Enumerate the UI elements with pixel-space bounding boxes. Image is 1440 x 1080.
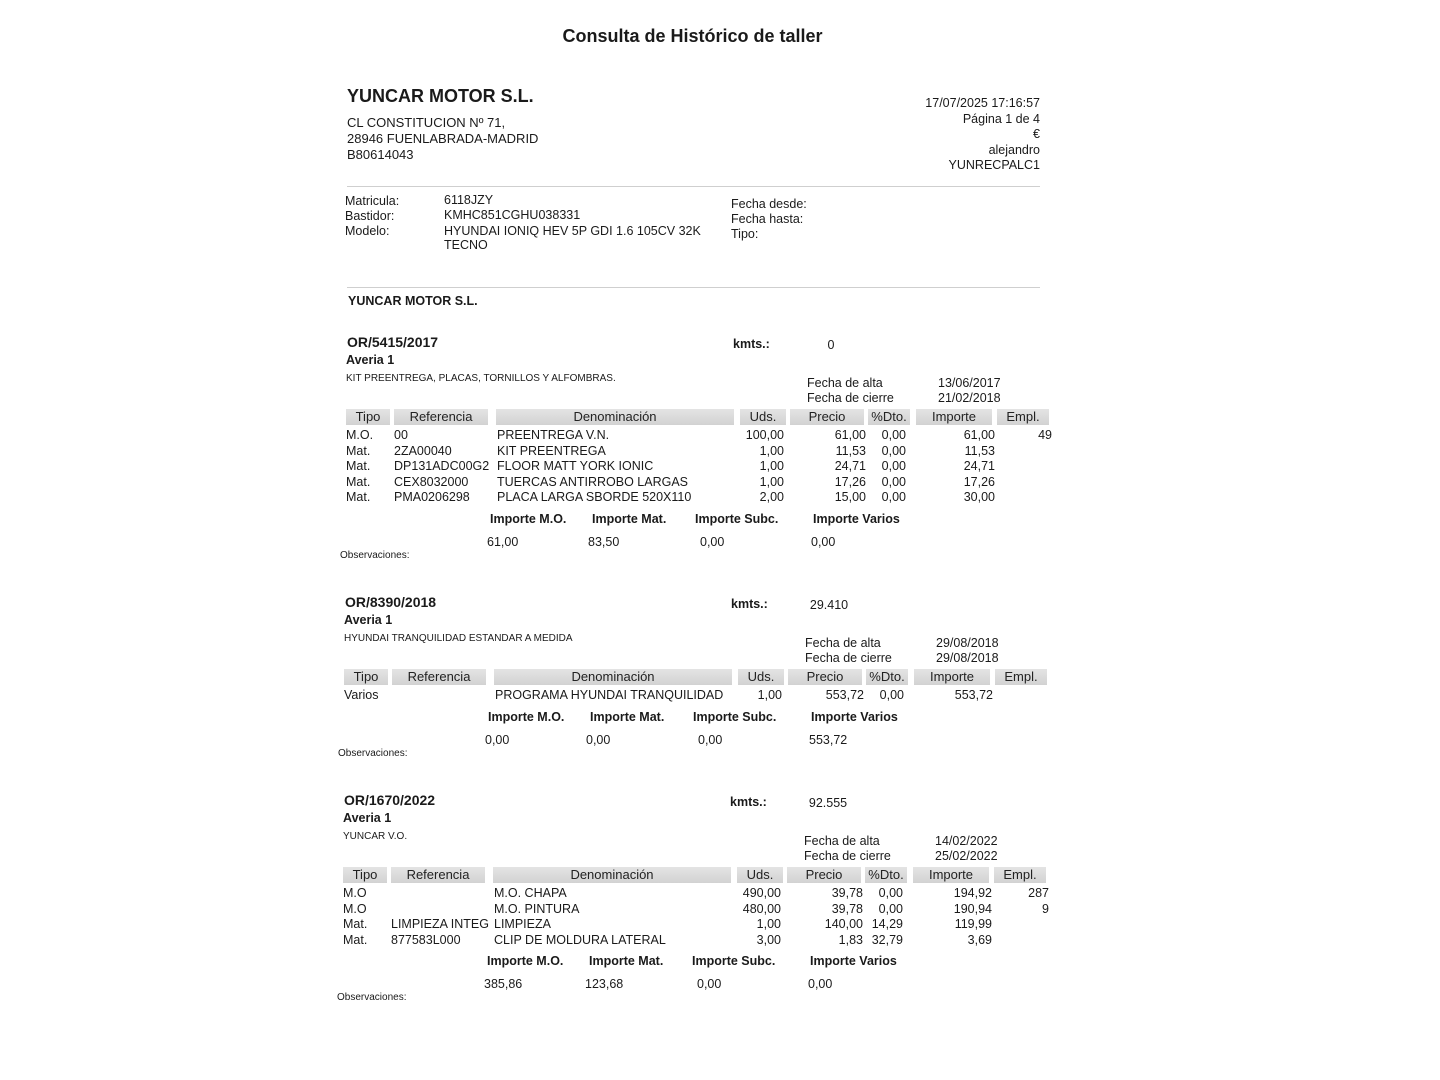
kmts-value: 0 [827,338,835,352]
table-row [346,475,1046,490]
cell-importe: 190,94 [953,901,992,916]
user-name: alejandro [988,143,1040,157]
fecha-cierre-value: 29/08/2018 [936,651,999,665]
header-importe: Importe [916,409,992,425]
cell-importe: 24,71 [963,459,995,473]
header-uds: Uds. [740,409,786,425]
total-mat-label: Importe Mat. [590,709,665,724]
header-dto: %Dto. [868,409,910,425]
kmts-value: 29.410 [809,598,849,612]
fecha-cierre-value: 21/02/2018 [938,391,1001,405]
cell-uds: 1,00 [759,459,784,473]
cell-precio: 15,00 [834,490,866,504]
header-tipo: Tipo [344,669,388,685]
total-mo-label: Importe M.O. [488,709,565,724]
cell-denominacion: LIMPIEZA [494,917,551,931]
cell-empl: 287 [1028,886,1049,900]
cell-precio: 61,00 [834,428,866,442]
total-varios-label: Importe Varios [811,709,898,724]
kmts-label: kmts.: [733,337,770,351]
total-mo-value: 0,00 [485,732,510,747]
cell-denominacion: PROGRAMA HYUNDAI TRANQUILIDAD [495,688,724,702]
cell-precio: 39,78 [831,901,863,916]
cell-denominacion: KIT PREENTREGA [497,443,606,458]
cell-referencia: 2ZA00040 [394,443,452,458]
total-mat-value: 123,68 [585,977,624,991]
total-subc-value: 0,00 [698,732,723,747]
cell-importe: 11,53 [964,443,995,458]
total-mo-label: Importe M.O. [487,954,564,968]
cell-referencia: DP131ADC00G2 [394,459,490,473]
header-precio: Precio [787,867,861,883]
modelo-label: Modelo: [345,224,390,238]
report-code: YUNRECPALC1 [948,158,1040,172]
section-company-name: YUNCAR MOTOR S.L. [348,294,478,308]
cell-dto: 32,79 [871,932,903,947]
matricula-label: Matricula: [345,194,400,208]
header-divider [347,186,1040,187]
cell-referencia: PMA0206298 [394,490,470,504]
order-id: OR/8390/2018 [345,594,437,610]
fecha-cierre-label: Fecha de cierre [805,651,892,665]
total-subc-label: Importe Subc. [695,511,779,526]
header-denominacion: Denominación [494,669,732,685]
header-empl: Empl. [995,669,1047,685]
company-cif: B80614043 [347,147,414,162]
cell-referencia: LIMPIEZA INTEG [391,917,489,931]
header-precio: Precio [788,669,862,685]
total-varios-value: 553,72 [809,732,848,747]
cell-empl: 49 [1038,428,1052,442]
report-datetime: 17/07/2025 17:16:57 [925,96,1040,110]
cell-tipo: Mat. [346,490,371,504]
cell-precio: 140,00 [824,917,863,931]
header-importe: Importe [914,669,990,685]
cell-referencia: CEX8032000 [394,474,469,489]
header-denominacion: Denominación [493,867,731,883]
fecha-alta-label: Fecha de alta [807,376,883,390]
cell-importe: 61,00 [963,428,995,442]
averia-label: Averia 1 [346,353,395,367]
total-mat-label: Importe Mat. [589,954,664,968]
header-denominacion: Denominación [496,409,734,425]
cell-uds: 1,00 [756,917,781,931]
total-mo-value: 385,86 [484,977,523,991]
total-mat-value: 0,00 [586,732,611,747]
company-address-line1: CL CONSTITUCION Nº 71, [347,115,506,130]
header-precio: Precio [790,409,864,425]
order-description: HYUNDAI TRANQUILIDAD ESTANDAR A MEDIDA [344,633,573,644]
vehicle-divider [347,287,1040,288]
cell-precio: 24,71 [834,459,866,473]
order-id: OR/1670/2022 [344,792,436,808]
company-name: YUNCAR MOTOR S.L. [347,86,534,106]
cell-importe: 3,69 [967,932,992,947]
cell-referencia: 00 [394,428,408,442]
table-row [346,428,1052,443]
cell-uds: 2,00 [759,490,784,504]
page-title: Consulta de Histórico de taller [562,26,823,46]
averia-label: Averia 1 [344,613,393,627]
header-referencia: Referencia [392,669,486,685]
page-number: Página 1 de 4 [962,112,1040,126]
fecha-cierre-label: Fecha de cierre [807,391,894,405]
cell-uds: 3,00 [756,932,781,947]
header-dto: %Dto. [866,669,908,685]
cell-empl: 9 [1042,901,1049,916]
fecha-alta-label: Fecha de alta [804,834,880,848]
order-description: KIT PREENTREGA, PLACAS, TORNILLOS Y ALFOMBRAS. [346,373,616,384]
cell-importe: 194,92 [953,886,992,900]
cell-uds: 100,00 [745,428,784,442]
cell-tipo: Mat. [346,474,371,489]
cell-tipo: M.O. [346,428,374,442]
modelo-value: HYUNDAI IONIQ HEV 5P GDI 1.6 105CV 32K [444,224,701,238]
currency: € [1033,127,1040,141]
tipo-label: Tipo: [731,227,759,241]
cell-importe: 30,00 [963,490,995,504]
total-subc-value: 0,00 [700,534,725,549]
cell-denominacion: PREENTREGA V.N. [497,428,610,442]
kmts-label: kmts.: [730,795,767,809]
header-uds: Uds. [737,867,783,883]
table-row [346,444,1046,459]
cell-uds: 1,00 [757,688,782,702]
table-row [343,901,1049,917]
cell-dto: 14,29 [871,917,903,931]
cell-importe: 553,72 [954,688,993,702]
total-varios-value: 0,00 [808,977,833,991]
cell-dto: 0,00 [881,459,906,473]
cell-precio: 39,78 [831,886,863,900]
cell-dto: 0,00 [881,474,906,489]
cell-tipo: Varios [344,688,379,702]
cell-denominacion: M.O. PINTURA [494,901,580,916]
cell-denominacion: TUERCAS ANTIRROBO LARGAS [497,474,689,489]
cell-uds: 480,00 [742,901,781,916]
header-tipo: Tipo [346,409,390,425]
total-mo-label: Importe M.O. [490,511,567,526]
cell-precio: 553,72 [825,688,864,702]
total-mat-value: 83,50 [588,534,620,549]
kmts-label: kmts.: [731,597,768,611]
total-mat-label: Importe Mat. [592,511,667,526]
header-dto: %Dto. [865,867,907,883]
cell-denominacion: M.O. CHAPA [494,886,567,900]
cell-uds: 490,00 [742,886,781,900]
header-empl: Empl. [997,409,1049,425]
cell-dto: 0,00 [881,428,906,442]
cell-referencia: 877583L000 [391,932,461,947]
table-row [343,933,1043,948]
modelo-value-line2: TECNO [444,238,488,252]
bastidor-label: Bastidor: [345,209,395,223]
bastidor-value: KMHC851CGHU038331 [444,208,581,222]
cell-dto: 0,00 [878,901,903,916]
header-tipo: Tipo [343,867,387,883]
header-referencia: Referencia [394,409,488,425]
cell-dto: 0,00 [879,688,904,702]
cell-tipo: Mat. [343,917,368,931]
header-referencia: Referencia [391,867,485,883]
fecha-cierre-label: Fecha de cierre [804,849,891,863]
fecha-alta-value: 13/06/2017 [938,376,1001,390]
cell-precio: 17,26 [834,474,866,489]
averia-label: Averia 1 [343,811,392,825]
header-importe: Importe [913,867,989,883]
header-empl: Empl. [994,867,1046,883]
observaciones-label: Observaciones: [340,549,410,561]
header-uds: Uds. [738,669,784,685]
observaciones-label: Observaciones: [338,747,408,759]
total-varios-label: Importe Varios [810,954,897,968]
table-row [343,917,1043,932]
cell-uds: 1,00 [759,443,784,458]
fecha-desde-label: Fecha desde: [731,197,807,211]
cell-importe: 119,99 [954,917,992,931]
order-id: OR/5415/2017 [347,334,439,350]
fecha-alta-label: Fecha de alta [805,636,881,650]
fecha-alta-value: 29/08/2018 [936,636,999,650]
fecha-hasta-label: Fecha hasta: [731,212,804,226]
cell-dto: 0,00 [878,886,903,900]
cell-denominacion: CLIP DE MOLDURA LATERAL [494,932,666,947]
cell-uds: 1,00 [759,474,784,489]
cell-tipo: Mat. [346,443,371,458]
total-subc-label: Importe Subc. [693,709,777,724]
observaciones-label: Observaciones: [337,992,407,1003]
cell-tipo: Mat. [343,932,368,947]
total-varios-value: 0,00 [811,534,836,549]
matricula-value: 6118JZY [444,193,494,207]
cell-precio: 11,53 [835,443,866,458]
table-row [346,490,1046,505]
cell-tipo: M.O [343,901,367,916]
company-address-line2: 28946 FUENLABRADA-MADRID [347,131,539,146]
cell-tipo: M.O [343,886,367,900]
kmts-value: 92.555 [808,796,848,810]
cell-dto: 0,00 [881,443,906,458]
cell-precio: 1,83 [838,932,863,947]
cell-tipo: Mat. [346,459,371,473]
total-subc-label: Importe Subc. [692,954,776,968]
table-row [344,688,1044,703]
cell-importe: 17,26 [963,474,995,489]
cell-denominacion: FLOOR MATT YORK IONIC [497,459,654,473]
table-row [343,886,1049,901]
fecha-cierre-value: 25/02/2022 [935,849,998,863]
cell-dto: 0,00 [881,490,906,504]
total-mo-value: 61,00 [487,534,519,549]
table-row [346,459,1046,474]
total-subc-value: 0,00 [697,977,722,991]
fecha-alta-value: 14/02/2022 [935,834,998,848]
total-varios-label: Importe Varios [813,511,900,526]
cell-denominacion: PLACA LARGA SBORDE 520X110 [497,490,692,504]
order-description: YUNCAR V.O. [343,831,408,842]
